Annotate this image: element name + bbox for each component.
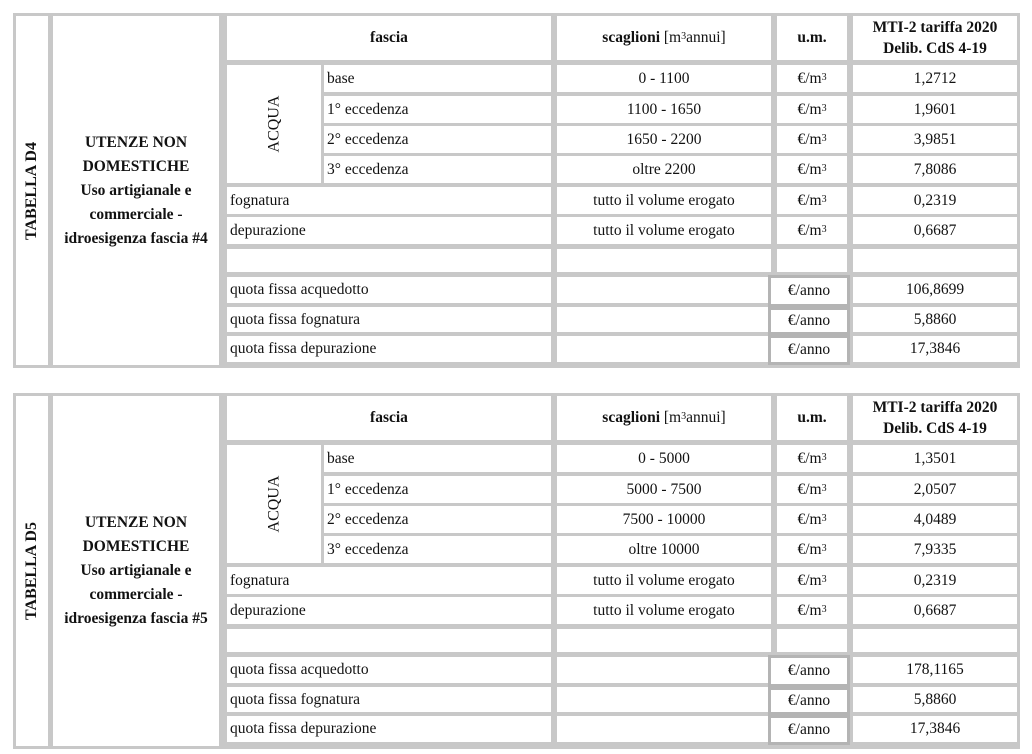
fixed-scaglioni: [557, 657, 771, 683]
acqua-scaglioni: oltre 2200: [557, 156, 771, 183]
tariff-table-d5: [13, 393, 1020, 749]
empty-cell: [777, 249, 847, 272]
service-label: fognatura: [227, 567, 551, 594]
acqua-fascia: base: [324, 65, 551, 92]
acqua-scaglioni: 1100 - 1650: [557, 96, 771, 123]
fixed-label: quota fissa depurazione: [227, 336, 551, 362]
acqua-scaglioni: 7500 - 10000: [557, 506, 771, 533]
acqua-fascia: 3° eccedenza: [324, 536, 551, 563]
utenze-description: UTENZE NON DOMESTICHE Uso artigianale e commerciale - idroesigenza fascia #4: [53, 16, 219, 365]
acqua-value: 1,9601: [853, 96, 1017, 123]
acqua-um: €/m $^3$: [777, 536, 847, 563]
fixed-value: 5,8860: [853, 307, 1017, 332]
header-um: u.m.: [777, 396, 847, 440]
fixed-value: 5,8860: [853, 687, 1017, 712]
service-scaglioni: tutto il volume erogato: [557, 597, 771, 624]
acqua-um: €/m $^3$: [777, 476, 847, 503]
header-fascia: fascia: [227, 16, 551, 60]
fixed-um: €/anno: [768, 335, 850, 365]
service-um: €/m $^3$: [777, 187, 847, 214]
acqua-label: ACQUA: [227, 445, 321, 563]
empty-cell: [227, 249, 551, 272]
fixed-scaglioni: [557, 307, 771, 332]
fixed-value: 178,1165: [853, 657, 1017, 683]
empty-cell: [853, 629, 1017, 652]
fixed-value: 17,3846: [853, 336, 1017, 362]
header-mti: MTI-2 tariffa 2020 Delib. CdS 4-19: [853, 16, 1017, 60]
acqua-fascia: 1° eccedenza: [324, 476, 551, 503]
acqua-um: €/m $^3$: [777, 445, 847, 472]
service-value: 0,2319: [853, 567, 1017, 594]
fixed-um: €/anno: [768, 715, 850, 745]
empty-cell: [853, 249, 1017, 272]
fixed-label: quota fissa fognatura: [227, 687, 551, 712]
service-label: depurazione: [227, 217, 551, 244]
acqua-value: 1,3501: [853, 445, 1017, 472]
header-mti: MTI-2 tariffa 2020 Delib. CdS 4-19: [853, 396, 1017, 440]
fixed-label: quota fissa fognatura: [227, 307, 551, 332]
acqua-value: 7,8086: [853, 156, 1017, 183]
acqua-label: ACQUA: [227, 65, 321, 183]
service-um: €/m $^3$: [777, 217, 847, 244]
header-um: u.m.: [777, 16, 847, 60]
acqua-value: 7,9335: [853, 536, 1017, 563]
acqua-fascia: 1° eccedenza: [324, 96, 551, 123]
acqua-scaglioni: oltre 10000: [557, 536, 771, 563]
utenze-description: UTENZE NON DOMESTICHE Uso artigianale e commerciale - idroesigenza fascia #5: [53, 396, 219, 746]
acqua-um: €/m $^3$: [777, 126, 847, 153]
service-scaglioni: tutto il volume erogato: [557, 217, 771, 244]
fixed-scaglioni: [557, 277, 771, 303]
empty-cell: [557, 629, 771, 652]
acqua-fascia: 2° eccedenza: [324, 126, 551, 153]
fixed-scaglioni: [557, 336, 771, 362]
acqua-scaglioni: 1650 - 2200: [557, 126, 771, 153]
acqua-scaglioni: 5000 - 7500: [557, 476, 771, 503]
fixed-value: 106,8699: [853, 277, 1017, 303]
empty-cell: [557, 249, 771, 272]
acqua-fascia: base: [324, 445, 551, 472]
service-label: depurazione: [227, 597, 551, 624]
service-um: €/m $^3$: [777, 597, 847, 624]
fixed-um: €/anno: [768, 307, 850, 335]
acqua-scaglioni: 0 - 1100: [557, 65, 771, 92]
service-scaglioni: tutto il volume erogato: [557, 567, 771, 594]
service-um: €/m $^3$: [777, 567, 847, 594]
fixed-label: quota fissa depurazione: [227, 716, 551, 742]
fixed-um: €/anno: [768, 275, 850, 307]
acqua-value: 2,0507: [853, 476, 1017, 503]
acqua-um: €/m $^3$: [777, 506, 847, 533]
tariff-table-d4: [13, 13, 1020, 368]
fixed-scaglioni: [557, 716, 771, 742]
acqua-um: €/m $^3$: [777, 65, 847, 92]
fixed-label: quota fissa acquedotto: [227, 657, 551, 683]
service-value: 0,6687: [853, 597, 1017, 624]
fixed-label: quota fissa acquedotto: [227, 277, 551, 303]
empty-cell: [777, 629, 847, 652]
service-label: fognatura: [227, 187, 551, 214]
acqua-fascia: 2° eccedenza: [324, 506, 551, 533]
header-fascia: fascia: [227, 396, 551, 440]
acqua-value: 1,2712: [853, 65, 1017, 92]
fixed-um: €/anno: [768, 687, 850, 715]
acqua-scaglioni: 0 - 5000: [557, 445, 771, 472]
acqua-fascia: 3° eccedenza: [324, 156, 551, 183]
fixed-um: €/anno: [768, 655, 850, 687]
empty-cell: [227, 629, 551, 652]
service-value: 0,2319: [853, 187, 1017, 214]
header-scaglioni: scaglioni [m $^3$ annui]: [557, 16, 771, 60]
header-scaglioni: scaglioni [m $^3$ annui]: [557, 396, 771, 440]
fixed-scaglioni: [557, 687, 771, 712]
acqua-value: 4,0489: [853, 506, 1017, 533]
acqua-um: €/m $^3$: [777, 156, 847, 183]
table-label: TABELLA D5: [16, 396, 48, 746]
acqua-value: 3,9851: [853, 126, 1017, 153]
fixed-value: 17,3846: [853, 716, 1017, 742]
service-scaglioni: tutto il volume erogato: [557, 187, 771, 214]
table-label: TABELLA D4: [16, 16, 48, 365]
service-value: 0,6687: [853, 217, 1017, 244]
acqua-um: €/m $^3$: [777, 96, 847, 123]
